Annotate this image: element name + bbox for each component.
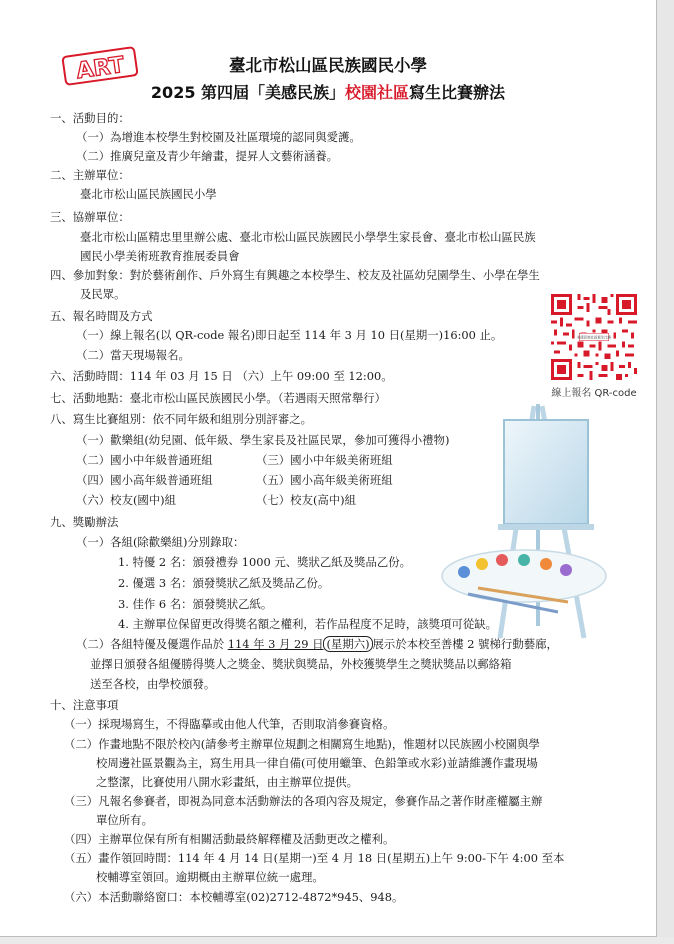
note-1: （一）採現場寫生，不得臨摹或由他人代筆，否則取消參賽資格。 (64, 717, 395, 731)
subtitle-part-a: 2025 第四屆「美感民族」 (150, 83, 346, 102)
easel-palette-icon (438, 398, 660, 660)
award-excellent: 2. 優選 3 名：頒發獎狀乙紙及獎品乙份。 (118, 576, 330, 590)
section-8-group-5: （五）國小高年級美術班組 (256, 473, 393, 487)
section-4-body-2: 及民眾。 (80, 287, 126, 301)
note-6: （六）本活動聯絡窗口：本校輔導室(02)2712-4872*945、948。 (64, 890, 404, 904)
section-5-item-1: （一）線上報名(以 QR-code 報名)即日起至 114 年 3 月 10 日(星期一)16:00 止。 (76, 328, 503, 342)
note-4: （四）主辦單位保有所有相關活動最終解釋權及活動更改之權利。 (64, 832, 395, 846)
section-2-heading: 二、主辦單位： (50, 168, 130, 182)
section-7-body: 七、活動地點：臺北市松山區民族國民小學。（若遇雨天照常舉行） (50, 391, 387, 405)
qr-code-icon[interactable] (551, 294, 637, 380)
section-1-heading: 一、活動目的： (50, 111, 130, 125)
page-edge-bottom (0, 937, 674, 944)
section-1-item-2: （二）推廣兒童及青少年繪畫，提昇人文藝術涵養。 (76, 149, 338, 163)
qr-caption: 線上報名 QR-code (551, 388, 637, 399)
note-5-line-1: （五）畫作領回時間：114 年 4 月 14 日(星期一)至 4 月 18 日(星期五)上午 9:00-下午 4:00 至本 (64, 851, 565, 865)
award-note: 4. 主辦單位保留更改得獎名額之權利，若作品程度不足時，該獎項可從缺。 (118, 617, 497, 631)
section-8-group-2: （二）國小中年級普通班組 (76, 453, 213, 467)
section-8-group-6: （六）校友(國中)組 (76, 493, 177, 507)
note-2-line-3: 之整潔，比賽使用八開水彩畫紙，由主辦單位提供。 (96, 775, 358, 789)
section-5-item-2: （二）當天現場報名。 (76, 348, 190, 362)
section-5-heading: 五、報名時間及方式 (50, 309, 153, 323)
qr-center-label: 美感民族社區寫生比賽 (576, 335, 612, 340)
section-8-group-1: （一）歡樂組(幼兒園、低年級、學生家長及社區民眾，參加可獲得小禮物) (76, 433, 450, 447)
section-2-body: 臺北市松山區民族國民小學 (80, 187, 217, 201)
section-3-heading: 三、協辦單位： (50, 210, 130, 224)
subtitle-part-c: 寫生比賽辦法 (409, 83, 506, 102)
section-9-heading: 九、獎勵辦法 (50, 515, 119, 529)
section-8-group-7: （七）校友(高中)組 (256, 493, 357, 507)
subtitle-highlight: 校園社區 (345, 83, 410, 102)
note-3-line-1: （三）凡報名參賽者，即視為同意本活動辦法的各項內容及規定，參賽作品之著作財產權屬主辦 (64, 794, 543, 808)
section-9-item-1: （一）各組(除歡樂組)分別錄取： (76, 535, 245, 549)
section-9-item-2: （二）各組特優及優選作品於 114 年 3 月 29 日 (星期六) 展示於本校至善樓 2 號梯行動藝廊， (76, 637, 558, 651)
note-2-line-2: 校周邊社區景觀為主，寫生用具一律自備(可使用蠟筆、色鉛筆或水彩)並請維護作畫現場 (96, 756, 538, 770)
section-8-group-3: （三）國小中年級美術班組 (256, 453, 393, 467)
art-logo-text: ART (74, 52, 126, 85)
section-1-item-1: （一）為增進本校學生對校園及社區環境的認同與愛護。 (76, 130, 361, 144)
note-3-line-2: 單位所有。 (96, 813, 153, 827)
section-8-group-4: （四）國小高年級普通班組 (76, 473, 213, 487)
note-5-line-2: 校輔導室領回。逾期概由主辦單位統一處理。 (96, 870, 324, 884)
section-4-body-1: 四、參加對象：對於藝術創作、戶外寫生有興趣之本校學生、校友及社區幼兒園學生、小學在學生 (50, 268, 540, 282)
award-special: 1. 特優 2 名：頒發禮券 1000 元、獎狀乙紙及獎品乙份。 (118, 555, 412, 569)
page-title: 臺北市松山區民族國民小學 (229, 56, 427, 75)
page-subtitle (0, 80, 656, 103)
section-8-heading: 八、寫生比賽組別：依不同年級和組別分別評審之。 (50, 412, 312, 426)
exhibit-day: (星期六) (323, 636, 372, 652)
note-2-line-1: （二）作畫地點不限於校內(請參考主辦單位規劃之相關寫生地點)，惟題材以民族國小校園與學 (64, 737, 540, 751)
section-10-heading: 十、注意事項 (50, 698, 119, 712)
section-9-item-2-line-3: 送至各校，由學校頒發。 (90, 677, 216, 691)
section-3-body-1: 臺北市松山區精忠里里辦公處、臺北市松山區民族國民小學學生家長會、臺北市松山區民族 (80, 230, 536, 244)
exhibit-date: 114 年 3 月 29 日 (227, 637, 324, 651)
section-9-item-2-line-2: 並擇日頒發各組優勝得獎人之獎金、獎狀與獎品，外校獲獎學生之獎狀獎品以郵絡箱 (90, 657, 512, 671)
award-merit: 3. 佳作 6 名：頒發獎狀乙紙。 (118, 597, 273, 611)
section-6-body: 六、活動時間：114 年 03 月 15 日 （六）上午 09:00 至 12:00。 (50, 369, 393, 383)
section-3-body-2: 國民小學美術班教育推展委員會 (80, 249, 240, 263)
